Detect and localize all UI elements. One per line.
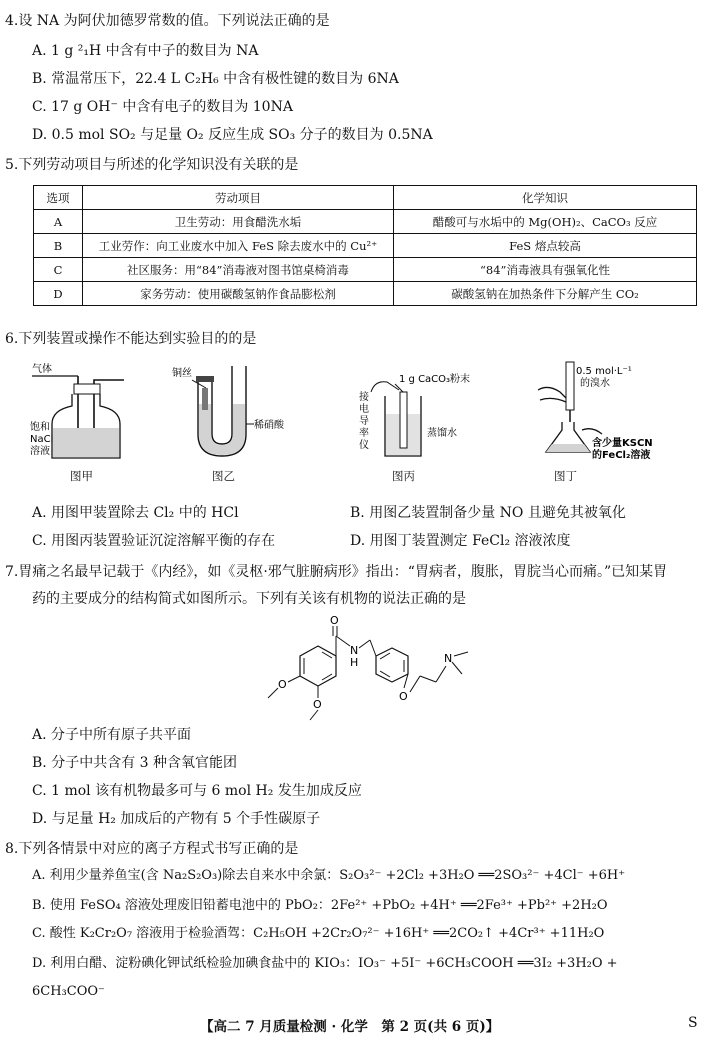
atom-h: H <box>350 656 359 669</box>
table-cell: B <box>34 234 83 258</box>
atom-n: N <box>350 644 359 657</box>
q4-option-a: A. 1 g ²₁H 中含有中子的数目为 NA <box>32 43 259 59</box>
fig-bing-meter-char: 导 <box>359 416 369 427</box>
table-header: 选项 <box>34 186 83 210</box>
q5-table <box>33 185 697 306</box>
q8-option-d-line-1: D. 利用白醋、淀粉碘化钾试纸检验加碘食盐中的 KIO₃：IO₃⁻ +5I⁻ +6CH₃COOH ══3I₂ +3H₂O + <box>32 956 618 971</box>
q5-stem: 5.下列劳动项目与所述的化学知识没有关联的是 <box>5 157 299 173</box>
q7-option-b: B. 分子中共含有 3 种含氧官能团 <box>32 755 237 771</box>
table-row <box>34 282 697 306</box>
q4-stem: 4.设 NA 为阿伏加德罗常数的值。下列说法正确的是 <box>5 13 330 29</box>
atom-n-amine: N <box>444 652 453 665</box>
fig-jia-caption: 图甲 <box>70 469 93 483</box>
corner-mark: S <box>688 1015 698 1031</box>
table-cell: “84”消毒液具有强氧化性 <box>394 258 697 282</box>
atom-o-carbonyl: O <box>330 614 339 627</box>
table-row <box>34 258 697 282</box>
q4-option-c: C. 17 g OH⁻ 中含有电子的数目为 10NA <box>32 99 293 115</box>
fig-bing-meter-char: 电 <box>359 404 369 415</box>
table-header-row <box>34 186 697 210</box>
table-row <box>34 210 697 234</box>
table-cell: 社区服务：用“84”消毒液对图书馆桌椅消毒 <box>83 258 394 282</box>
table-cell: 醋酸可与水垢中的 Mg(OH)₂、CaCO₃ 反应 <box>394 210 697 234</box>
fig-bing-meter-char: 仪 <box>359 440 369 451</box>
table-header: 劳动项目 <box>83 186 394 210</box>
q6-option-c: C. 用图丙装置验证沉淀溶解平衡的存在 <box>32 533 276 549</box>
table-header: 化学知识 <box>394 186 697 210</box>
fig-ding-solution-label-1: 含少量KSCN <box>592 438 653 449</box>
q7-stem-line-2: 药的主要成分的结构简式如图所示。下列有关该有机物的说法正确的是 <box>32 591 466 607</box>
fig-bing-meter-char: 接 <box>359 392 369 403</box>
table-cell: A <box>34 210 83 234</box>
fig-jia-label-3: 溶液 <box>30 446 50 457</box>
q8-option-d-line-2: 6CH₃COO⁻ <box>32 984 105 999</box>
fig-bing-meter-char: 率 <box>359 428 369 439</box>
table-cell: C <box>34 258 83 282</box>
page-footer: 【高二 7 月质量检测 · 化学 第 2 页(共 6 页)】 <box>200 1019 500 1035</box>
fig-ding-caption: 图丁 <box>554 469 577 483</box>
q4-option-b: B. 常温常压下，22.4 L C₂H₆ 中含有极性键的数目为 6NA <box>32 71 399 87</box>
q7-structure-formula <box>258 612 478 722</box>
figure-ding-titration <box>530 360 670 465</box>
q8-stem: 8.下列各情景中对应的离子方程式书写正确的是 <box>5 841 299 857</box>
figure-yi-u-tube <box>170 358 300 463</box>
fig-jia-label-1: 饱和 <box>30 422 50 433</box>
fig-jia-label-2: NaCl <box>30 434 54 445</box>
fig-yi-acid-label: 稀硝酸 <box>254 420 284 431</box>
fig-bing-powder-label: 1 g CaCO₃粉末 <box>399 374 471 385</box>
q6-option-b: B. 用图乙装置制备少量 NO 且避免其被氧化 <box>350 505 626 521</box>
fig-yi-wire-label: 铜丝 <box>172 368 192 379</box>
q6-stem: 6.下列装置或操作不能达到实验目的的是 <box>5 331 257 347</box>
q7-option-a: A. 分子中所有原子共平面 <box>32 727 192 743</box>
q7-stem-line-1: 7.胃痛之名最早记载于《内经》，如《灵枢·邪气脏腑病形》指出：“胃病者，腹胀，胃脘当心而痛。”已知某胃 <box>5 564 668 580</box>
q7-option-c: C. 1 mol 该有机物最多可与 6 mol H₂ 发生加成反应 <box>32 783 362 799</box>
table-cell: 卫生劳动：用食醋洗水垢 <box>83 210 394 234</box>
fig-ding-solution-label-2: 的FeCl₂溶液 <box>592 450 651 461</box>
q8-option-c: C. 酸性 K₂Cr₂O₇ 溶液用于检验酒驾：C₂H₅OH +2Cr₂O₇²⁻ +16H⁺ ══2CO₂↑ +4Cr³⁺ +11H₂O <box>32 926 605 941</box>
q6-option-d: D. 用图丁装置测定 FeCl₂ 溶液浓度 <box>350 533 571 549</box>
q8-option-b: B. 使用 FeSO₄ 溶液处理废旧铅蓄电池中的 PbO₂：2Fe²⁺ +PbO₂ +4H⁺ ══2Fe³⁺ +Pb²⁺ +2H₂O <box>32 898 608 913</box>
table-cell: 家务劳动：使用碳酸氢钠作食品膨松剂 <box>83 282 394 306</box>
q4-option-d: D. 0.5 mol SO₂ 与足量 O₂ 反应生成 SO₃ 分子的数目为 0.5NA <box>32 127 433 143</box>
q6-option-a: A. 用图甲装置除去 Cl₂ 中的 HCl <box>32 505 239 521</box>
fig-yi-caption: 图乙 <box>212 469 235 483</box>
atom-o-methoxy-1: O <box>278 678 287 691</box>
fig-jia-gas-label: 气体 <box>32 364 52 375</box>
fig-ding-bromine-label: 的溴水 <box>580 378 610 389</box>
table-cell: FeS 熔点较高 <box>394 234 697 258</box>
table-cell: 碳酸氢钠在加热条件下分解产生 CO₂ <box>394 282 697 306</box>
fig-bing-water-label: 蒸馏水 <box>427 428 457 439</box>
q8-option-a: A. 利用少量养鱼宝(含 Na₂S₂O₃)除去自来水中余氯：S₂O₃²⁻ +2Cl₂ +3H₂O ══2SO₃²⁻ +4Cl⁻ +6H⁺ <box>32 868 626 883</box>
atom-o-methoxy-2: O <box>313 698 322 711</box>
fig-bing-caption: 图丙 <box>392 469 415 483</box>
figure-jia-gas-washing-bottle <box>28 358 128 463</box>
fig-ding-conc-label: 0.5 mol·L⁻¹ <box>576 366 632 377</box>
figure-bing-conductivity <box>355 370 495 465</box>
table-cell: 工业劳作：向工业废水中加入 FeS 除去废水中的 Cu²⁺ <box>83 234 394 258</box>
table-row <box>34 234 697 258</box>
table-cell: D <box>34 282 83 306</box>
q7-option-d: D. 与足量 H₂ 加成后的产物有 5 个手性碳原子 <box>32 811 321 827</box>
atom-o-ether: O <box>399 690 408 703</box>
